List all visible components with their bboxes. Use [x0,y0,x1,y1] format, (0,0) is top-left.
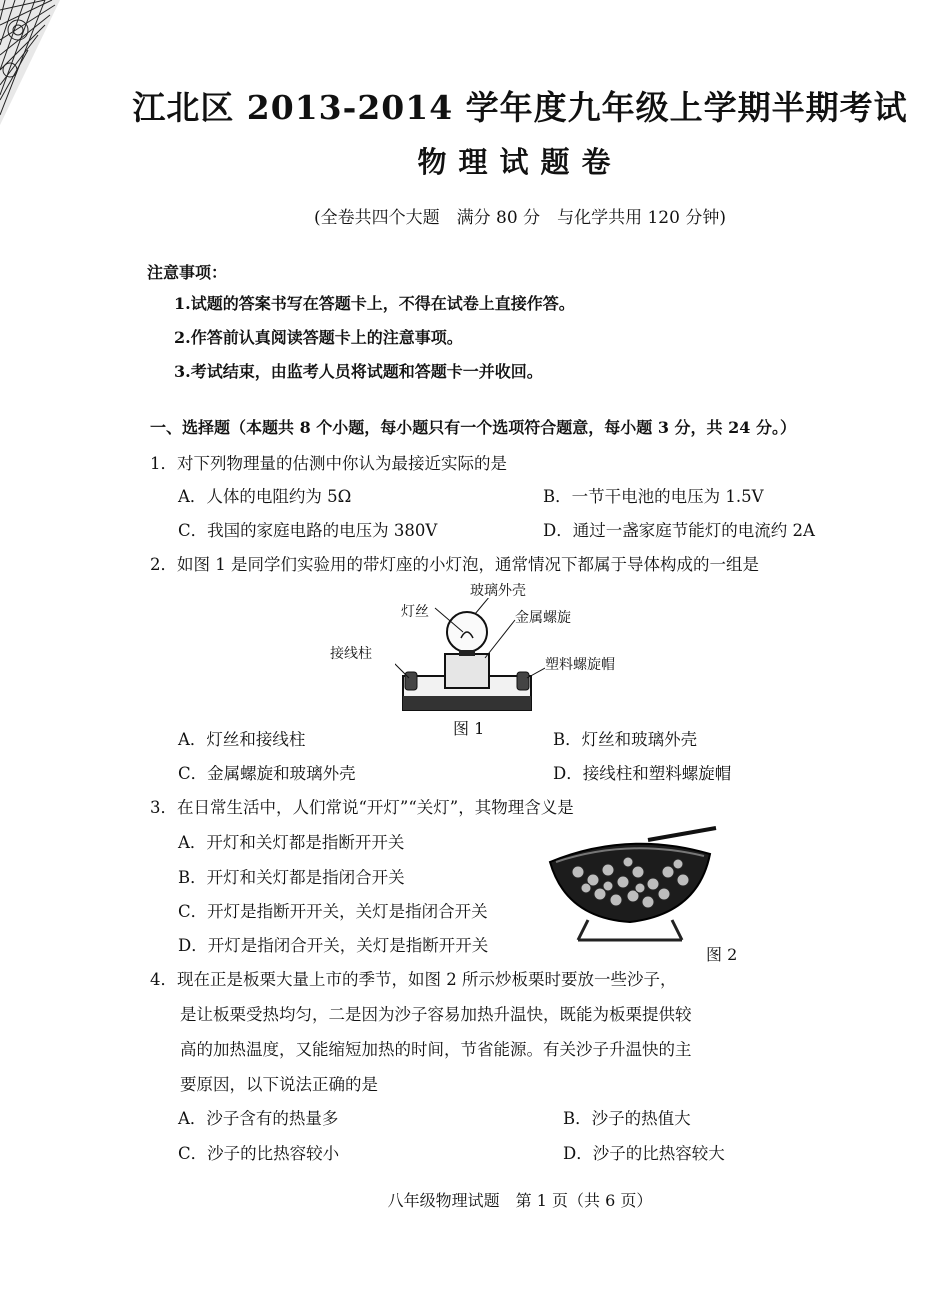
q2-option-c: C．金属螺旋和玻璃外壳 [178,764,356,783]
q2-option-b: B．灯丝和玻璃外壳 [553,730,698,749]
label-plastic-cap: 塑料螺旋帽 [545,657,615,673]
label-glass-shell: 玻璃外壳 [470,583,526,599]
q4-option-c: C．沙子的比热容较小 [178,1144,340,1163]
question-3-stem: 3．在日常生活中，人们常说“开灯”“关灯”，其物理含义是 [150,798,574,817]
note-item: 1.试题的答案书写在答题卡上，不得在试卷上直接作答。 [174,294,575,313]
paper-title: 物理试题卷 [417,145,623,179]
label-metal-screw: 金属螺旋 [515,610,571,626]
figure-1-caption: 图 1 [453,719,485,738]
q3-option-a: A．开灯和关灯都是指断开开关 [178,833,405,852]
right-terminal [517,672,529,690]
question-2-stem: 2．如图 1 是同学们实验用的带灯座的小灯泡，通常情况下都属于导体构成的一组是 [150,555,759,574]
exam-title: 江北区 2013-2014 学年度九年级上学期半期考试 [132,88,908,127]
question-4-stem-line-3: 高的加热温度，又能缩短加热的时间，节省能源。有关沙子升温快的主 [180,1040,692,1059]
q3-option-d: D．开灯是指闭合开关，关灯是指断开开关 [178,936,489,955]
question-4-stem-line-2: 是让板栗受热均匀，二是因为沙子容易加热升温快，既能为板栗提供较 [180,1005,692,1024]
q2-option-d: D．接线柱和塑料螺旋帽 [553,764,732,783]
note-item: 2.作答前认真阅读答题卡上的注意事项。 [174,328,463,347]
q2-option-a: A．灯丝和接线柱 [178,730,306,749]
q4-option-b: B．沙子的热值大 [563,1109,691,1128]
q4-option-d: D．沙子的比热容较大 [563,1144,725,1163]
label-terminal: 接线柱 [330,646,372,662]
figure-2-caption: 图 2 [706,945,738,964]
q1-option-b: B．一节干电池的电压为 1.5V [543,487,764,506]
lamp-base-edge [403,696,531,710]
section-heading: 一、选择题（本题共 8 个小题，每小题只有一个选项符合题意，每小题 3 分，共 24 分。） [150,418,796,437]
q4-option-a: A．沙子含有的热量多 [178,1109,339,1128]
exam-info: (全卷共四个大题 满分 80 分 与化学共用 120 分钟) [314,208,726,228]
wok-chestnuts-figure [548,822,718,942]
q3-option-c: C．开灯是指断开开关，关灯是指闭合开关 [178,902,488,921]
page-footer: 八年级物理试题 第 1 页（共 6 页） [387,1191,653,1210]
question-4-stem-line-4: 要原因，以下说法正确的是 [180,1075,378,1094]
q1-option-c: C．我国的家庭电路的电压为 380V [178,521,438,540]
spatula-handle [648,828,716,840]
q1-option-a: A．人体的电阻约为 5Ω [178,487,352,506]
label-filament: 灯丝 [401,604,429,620]
note-item: 3.考试结束，由监考人员将试题和答题卡一并收回。 [174,362,543,381]
screw-socket [445,654,489,688]
bulb-neck [459,650,475,656]
notes-heading: 注意事项： [147,263,228,282]
left-terminal [405,672,417,690]
question-4-stem-line-1: 4．现在正是板栗大量上市的季节，如图 2 所示炒板栗时要放一些沙子， [150,970,677,989]
q3-option-b: B．开灯和关灯都是指闭合开关 [178,868,405,887]
question-1-stem: 1．对下列物理量的估测中你认为最接近实际的是 [150,454,507,473]
q1-option-d: D．通过一盏家庭节能灯的电流约 2A [543,521,815,540]
